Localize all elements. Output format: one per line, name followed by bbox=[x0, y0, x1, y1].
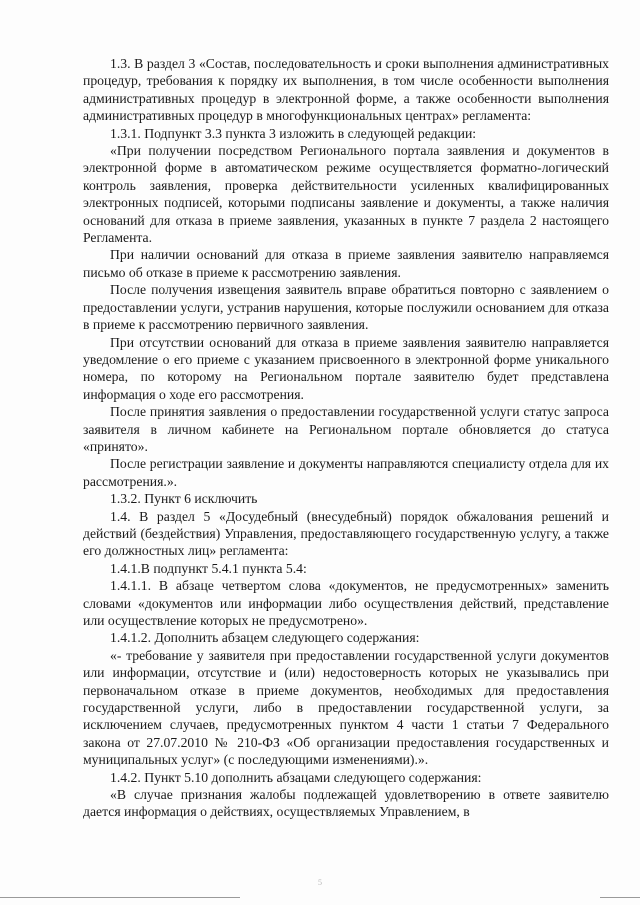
paragraph-complaint-satisfied: «В случае признания жалобы подлежащей удовлетворению в ответе заявителю дается информация о действиях, осуществляемых Управлением, в bbox=[83, 787, 609, 820]
document-body bbox=[83, 55, 609, 821]
paragraph-acceptance-notice: При отсутствии оснований для отказа в приеме заявления заявителю направляется уведомление о его приеме с указанием присвоенного в электронной форме уникального номера, по которому на Региональном портале заявителю будет представлена информация о ходе его рассмотрения. bbox=[83, 334, 609, 402]
paragraph-1-4-2: 1.4.2. Пункт 5.10 дополнить абзацами следующего содержания: bbox=[110, 769, 482, 785]
paragraph-1-4-1-1: 1.4.1.1. В абзаце четвертом слова «документов, не предусмотренных» заменить словами «документов или информации либо осуществления действий, представление или осуществление которых не предусмотрено». bbox=[83, 578, 609, 628]
paragraph-section-1-3: 1.3. В раздел 3 «Состав, последовательность и сроки выполнения административных процедур, требования к порядку их выполнения, в том числе особенности выполнения административных процедур в электронной форме, а также особенности выполнения административных процедур в многофункциональных центрах» регламента: bbox=[83, 56, 609, 124]
paragraph-section-1-4: 1.4. В раздел 5 «Досудебный (внесудебный) порядок обжалования решений и действий (бездействия) Управления, предоставляющего государственную услугу, а также его должностных лиц» регламента: bbox=[83, 508, 609, 559]
scan-border-mark bbox=[0, 897, 240, 898]
paragraph-registration: После регистрации заявление и документы направляются специалисту отдела для их рассмотрения.». bbox=[83, 456, 609, 489]
paragraph-status-update: После принятия заявления о предоставлении государственной услуги статус запроса заявителя в личном кабинете на Региональном портале обновляется до статуса «принято». bbox=[83, 404, 609, 454]
paragraph-refusal-letter: При наличии оснований для отказа в приеме заявления заявителю направляемся письмо об отказе в приеме к рассмотрению заявления. bbox=[83, 247, 609, 280]
paragraph-1-4-1-2: 1.4.1.2. Дополнить абзацем следующего содержания: bbox=[110, 630, 420, 646]
paragraph-1-3-1: 1.3.1. Подпункт 3.3 пункта 3 изложить в следующей редакции: bbox=[110, 125, 477, 141]
paragraph-1-4-1: 1.4.1.В подпункт 5.4.1 пункта 5.4: bbox=[110, 560, 307, 576]
paragraph-portal-check: «При получении посредством Регионального портала заявления и документов в электронной форме в автоматическом режиме осуществляется форматно-логический контроль заявления, проверка действительности усиленных квалифицированных электронных подписей, которыми подписаны заявление и документы, а также наличия оснований для отказа в приеме заявления, указанных в пункте 7 раздела 2 настоящего Регламента. bbox=[83, 143, 609, 246]
page-number: 5 bbox=[318, 878, 322, 887]
scan-border-mark bbox=[600, 897, 640, 898]
paragraph-1-3-2: 1.3.2. Пункт 6 исключить bbox=[110, 491, 258, 507]
paragraph-requirement-quote: «- требование у заявителя при предоставлении государственной услуги документов или информации, отсутствие и (или) недостоверность которых не указывались при первоначальном отказе в приеме документов, необходимых для предоставления государственной услуги, либо в предоставлении государственной услуги, за исключением случаев, предусмотренных пунктом 4 части 1 статьи 7 Федерального закона от 27.07.2010 № 210-ФЗ «Об организации предоставления государственных и муниципальных услуг» (с последующими изменениями).». bbox=[83, 647, 609, 768]
paragraph-resubmission: После получения извещения заявитель вправе обратиться повторно с заявлением о предоставлении услуги, устранив нарушения, которые послужили основанием для отказа в приеме к рассмотрению первичного заявления. bbox=[83, 282, 609, 333]
